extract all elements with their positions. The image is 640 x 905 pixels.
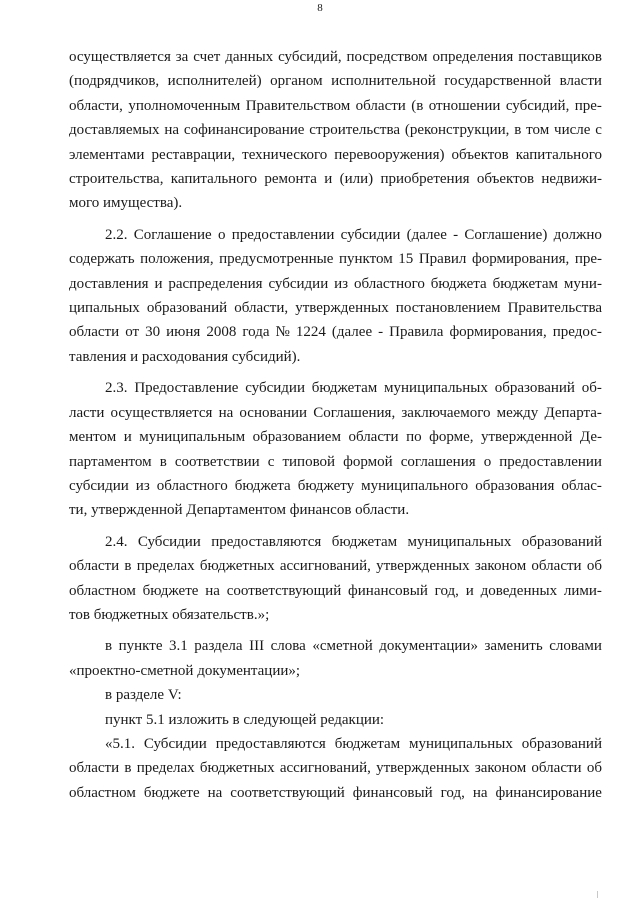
text-line: ципальных образований области, утвержденных постановлением Правительства (69, 300, 602, 317)
text-line: тавления и расходования субсидий). (69, 348, 301, 365)
text-line: партаментом в соответствии с типовой формой соглашения о предоставлении (69, 453, 602, 470)
text-line: осуществляется за счет данных субсидий, посредством определения поставщиков (69, 49, 602, 65)
text-line: 2.2. Соглашение о предоставлении субсидии (далее - Соглашение) должно (105, 226, 602, 243)
paragraph-gap (69, 627, 602, 634)
text-line: мого имущества). (69, 195, 183, 212)
text-line: доставления и распределения субсидии из областного бюджета бюджетам муни- (69, 275, 602, 292)
text-line: областном бюджете на соответствующий финансовый год, на финансирование (69, 784, 602, 801)
page-number: 8 (317, 2, 323, 14)
text-line: 2.4. Субсидии предоставляются бюджетам муниципальных образований (105, 533, 602, 550)
text-line: пункт 5.1 изложить в следующей редакции: (105, 711, 385, 728)
text-line: области, уполномоченным Правительством области (в отношении субсидий, пре- (69, 97, 602, 114)
text-line: ласти осуществляется на основании Соглашения, заключаемого между Департа- (69, 404, 602, 421)
text-line: строительства, капитального ремонта и (или) приобретения объектов недвижи- (69, 171, 602, 188)
paragraph (69, 732, 602, 805)
text-line: (подрядчиков, исполнителей) органом исполнительной государственной власти (69, 73, 602, 90)
text-line: доставляемых на софинансирование строительства (реконструкции, в том числе с (69, 122, 602, 139)
text-line: элементами реставрации, технического перевооружения) объектов капитального (69, 146, 602, 163)
text-line: тов бюджетных обязательств.»; (69, 606, 270, 623)
text-line: ти, утвержденной Департаментом финансов области. (69, 502, 410, 519)
paragraph-gap (69, 216, 602, 223)
text-line: «5.1. Субсидии предоставляются бюджетам муниципальных образований (105, 735, 602, 752)
paragraph (69, 530, 602, 628)
paragraph (69, 45, 602, 216)
paragraph-gap (69, 369, 602, 376)
paragraph (69, 634, 602, 683)
text-line: «проектно-сметной документации»; (69, 662, 301, 679)
text-line: субсидии из областного бюджета бюджету муниципального образования облас- (69, 477, 602, 494)
text-line: содержать положения, предусмотренные пунктом 15 Правил формирования, пре- (69, 251, 602, 268)
scan-edge-mark (597, 891, 598, 898)
paragraph (69, 683, 602, 707)
text-line: в пункте 3.1 раздела III слова «сметной документации» заменить словами (105, 638, 602, 655)
document-body (69, 45, 602, 805)
paragraph-gap (69, 523, 602, 530)
text-line: ментом и муниципальным образованием области по форме, утвержденной Де- (69, 429, 602, 446)
paragraph (69, 223, 602, 369)
text-line: областном бюджете на соответствующий финансовый год, и доведенных лими- (69, 582, 602, 599)
text-line: в разделе V: (105, 687, 182, 704)
text-line: 2.3. Предоставление субсидии бюджетам муниципальных образований об- (105, 380, 602, 397)
text-line: области от 30 июня 2008 года № 1224 (далее - Правила формирования, предос- (69, 324, 602, 341)
paragraph (69, 708, 602, 732)
paragraph (69, 376, 602, 522)
text-line: области в пределах бюджетных ассигнований, утвержденных законом области об (69, 760, 602, 777)
text-line: области в пределах бюджетных ассигнований, утвержденных законом области об (69, 558, 602, 575)
